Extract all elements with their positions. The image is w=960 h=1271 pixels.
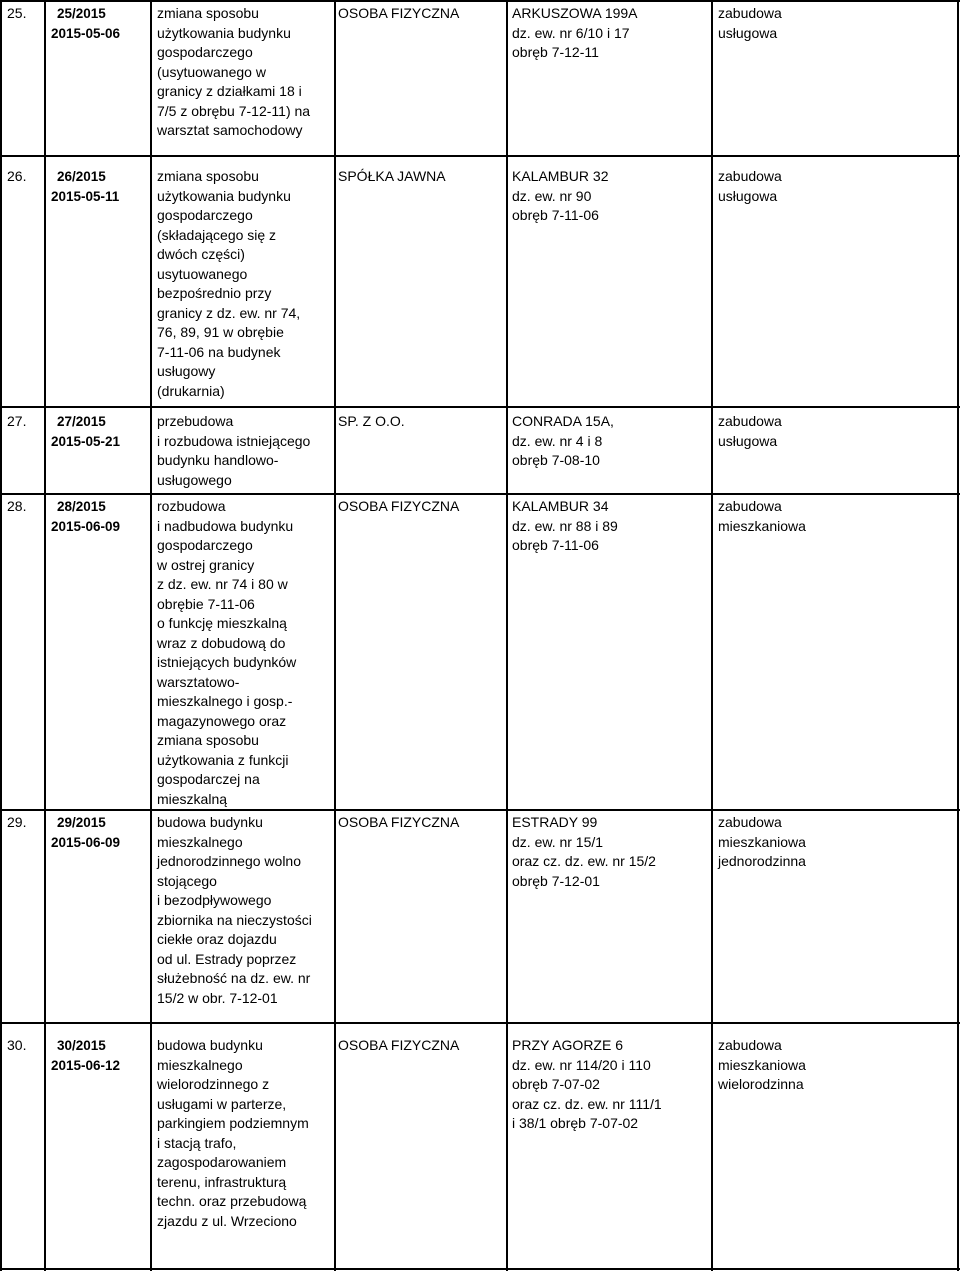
- description-line: usługowy: [157, 363, 216, 379]
- location-line: oraz cz. dz. ew. nr 111/1: [512, 1095, 662, 1112]
- description-line: budowa budynku: [157, 814, 263, 830]
- decision-number: [50, 167, 145, 206]
- location: [512, 4, 638, 63]
- development-type: [718, 4, 782, 43]
- description-line: 7/5 z obrębu 7-12-11) na: [157, 102, 311, 119]
- row-divider: [0, 0, 960, 2]
- description-line: (usytuowanego w: [157, 63, 266, 80]
- investor-line: SP. Z O.O.: [338, 413, 405, 429]
- location: [512, 412, 614, 471]
- description-line: z dz. ew. nr 74 i 80 w: [157, 576, 288, 592]
- description-line: i stacją trafo,: [157, 1134, 237, 1151]
- development-type-line: usługowa: [718, 187, 778, 204]
- column-divider: [957, 1022, 959, 1271]
- investor: [338, 813, 459, 833]
- location-line: dz. ew. nr 4 i 8: [512, 432, 603, 449]
- description-line: gospodarczego: [157, 207, 253, 223]
- description-line: techn. oraz przebudową: [157, 1193, 307, 1209]
- decision-id: 30/2015: [57, 1038, 106, 1053]
- investor-line: OSOBA FIZYCZNA: [338, 1037, 460, 1053]
- location-line: obręb 7-11-06: [512, 207, 599, 223]
- development-type-line: zabudowa: [718, 413, 782, 429]
- description-line: (drukarnia): [157, 382, 225, 399]
- description-line: w ostrej granicy: [157, 556, 255, 573]
- column-divider: [150, 0, 152, 1022]
- development-type: [718, 167, 782, 206]
- description-line: 7-11-06 na budynek: [157, 343, 281, 360]
- location-line: i 38/1 obręb 7-07-02: [512, 1115, 639, 1131]
- location-line: ARKUSZOWA 199A: [512, 5, 638, 21]
- column-divider: [711, 0, 713, 1022]
- description: [157, 813, 312, 1008]
- decision-date: 2015-06-09: [51, 834, 121, 850]
- development-type: [718, 412, 782, 451]
- investor: [338, 4, 459, 24]
- description-line: zmiana sposobu: [157, 732, 259, 748]
- decision-date: 2015-06-09: [51, 518, 121, 534]
- description-line: użytkowania budynku: [157, 24, 291, 41]
- decision-id: 26/2015: [57, 169, 106, 184]
- description-line: rozbudowa: [157, 498, 226, 514]
- description-line: o funkcję mieszkalną: [157, 615, 287, 631]
- row-number: 25.: [7, 5, 27, 21]
- column-divider: [44, 0, 46, 1022]
- description-line: mieszkalną: [157, 790, 228, 807]
- description-line: mieszkalnego i gosp.-: [157, 693, 293, 709]
- description-line: warsztat samochodowy: [157, 122, 303, 138]
- investor: [338, 167, 446, 187]
- column-divider: [957, 0, 959, 1022]
- decision-number: [50, 813, 145, 852]
- development-type-line: zabudowa: [718, 814, 782, 830]
- location-line: dz. ew. nr 90: [512, 187, 592, 204]
- description-line: usługowego: [157, 471, 232, 488]
- column-divider: [506, 0, 508, 1022]
- column-divider: [334, 1022, 336, 1271]
- description-line: mieszkalnego: [157, 1056, 243, 1073]
- investor: [338, 497, 459, 517]
- description-line: 15/2 w obr. 7-12-01: [157, 989, 278, 1006]
- location: [512, 813, 656, 891]
- decision-id: 27/2015: [57, 414, 106, 429]
- column-divider: [506, 1022, 508, 1271]
- description-line: usytuowanego: [157, 265, 248, 282]
- description-line: użytkowania budynku: [157, 187, 291, 204]
- location: [512, 167, 608, 226]
- description-line: gospodarczej na: [157, 771, 260, 787]
- decision-number: [50, 4, 145, 43]
- development-type: [718, 497, 806, 536]
- location-line: dz. ew. nr 114/20 i 110: [512, 1056, 651, 1073]
- description-line: obrębie 7-11-06: [157, 595, 255, 612]
- description-line: 76, 89, 91 w obrębie: [157, 324, 284, 340]
- description-line: i rozbudowa istniejącego: [157, 432, 311, 449]
- development-type-line: zabudowa: [718, 498, 782, 514]
- row-number: 27.: [7, 413, 27, 429]
- investor-line: OSOBA FIZYCZNA: [338, 814, 460, 830]
- description-line: gospodarczego: [157, 44, 253, 60]
- decision-date: 2015-06-12: [51, 1057, 121, 1073]
- decision-number: [50, 1036, 145, 1075]
- development-type-line: usługowa: [718, 432, 778, 449]
- description-line: terenu, infrastrukturą: [157, 1173, 287, 1190]
- description-line: warsztatowo-: [157, 673, 240, 690]
- row-divider: [0, 155, 960, 157]
- row-number: 30.: [7, 1037, 27, 1053]
- description-line: wraz z dobudową do: [157, 634, 286, 651]
- description-line: dwóch części): [157, 246, 245, 262]
- location-line: KALAMBUR 34: [512, 498, 609, 514]
- column-divider: [711, 1022, 713, 1271]
- location-line: CONRADA 15A,: [512, 413, 614, 429]
- column-divider: [150, 1022, 152, 1271]
- description-line: zmiana sposobu: [157, 5, 259, 21]
- description-line: istniejących budynków: [157, 654, 297, 670]
- investor-line: SPÓŁKA JAWNA: [338, 168, 446, 184]
- decision-id: 28/2015: [57, 499, 106, 514]
- development-type: [718, 1036, 806, 1095]
- decision-number: [50, 412, 145, 451]
- development-type-line: mieszkaniowa: [718, 833, 806, 850]
- row-divider: [0, 406, 960, 408]
- column-divider: [334, 0, 336, 1022]
- development-type-line: mieszkaniowa: [718, 517, 806, 534]
- description-line: budowa budynku: [157, 1037, 263, 1053]
- location-line: obręb 7-12-01: [512, 872, 600, 889]
- investor-line: OSOBA FIZYCZNA: [338, 5, 460, 21]
- development-type-line: mieszkaniowa: [718, 1056, 806, 1073]
- decision-id: 29/2015: [57, 815, 106, 830]
- description-line: służebność na dz. ew. nr: [157, 970, 311, 986]
- development-type-line: zabudowa: [718, 1037, 782, 1053]
- description-line: przebudowa: [157, 413, 234, 429]
- location: [512, 497, 618, 556]
- development-type-line: jednorodzinna: [718, 853, 806, 869]
- description-line: ciekłe oraz dojazdu: [157, 931, 277, 947]
- location-line: obręb 7-12-11: [512, 44, 599, 60]
- row-divider: [0, 1268, 960, 1270]
- development-type: [718, 813, 806, 872]
- development-type-line: usługowa: [718, 24, 778, 41]
- description-line: granicy z dz. ew. nr 74,: [157, 304, 301, 321]
- location: [512, 1036, 662, 1134]
- description: [157, 412, 310, 490]
- location-line: obręb 7-08-10: [512, 452, 600, 468]
- investor-line: OSOBA FIZYCZNA: [338, 498, 460, 514]
- description-line: jednorodzinnego wolno: [157, 853, 301, 869]
- decision-date: 2015-05-21: [51, 433, 121, 449]
- column-divider: [0, 0, 2, 1022]
- description-line: granicy z działkami 18 i: [157, 83, 302, 99]
- description-line: budynku handlowo-: [157, 452, 279, 468]
- investor: [338, 412, 405, 432]
- description-line: mieszkalnego: [157, 833, 243, 850]
- location-line: obręb 7-11-06: [512, 537, 599, 553]
- description: [157, 4, 310, 141]
- location-line: dz. ew. nr 15/1: [512, 833, 604, 850]
- row-divider: [0, 493, 960, 495]
- decision-date: 2015-05-06: [51, 25, 121, 41]
- description-line: zbiornika na nieczystości: [157, 911, 312, 928]
- description: [157, 167, 300, 401]
- description: [157, 1036, 309, 1231]
- development-type-line: zabudowa: [718, 168, 782, 184]
- location-line: PRZY AGORZE 6: [512, 1037, 623, 1053]
- investor: [338, 1036, 459, 1056]
- location-line: dz. ew. nr 88 i 89: [512, 517, 618, 534]
- location-line: obręb 7-07-02: [512, 1076, 600, 1092]
- location-line: ESTRADY 99: [512, 814, 598, 830]
- row-number: 29.: [7, 814, 27, 830]
- description-line: parkingiem podziemnym: [157, 1115, 309, 1131]
- location-line: KALAMBUR 32: [512, 168, 609, 184]
- development-type-line: zabudowa: [718, 5, 782, 21]
- description-line: zjazdu z ul. Wrzeciono: [157, 1212, 297, 1229]
- column-divider: [0, 1022, 2, 1271]
- description-line: zmiana sposobu: [157, 168, 259, 184]
- row-number: 28.: [7, 498, 27, 514]
- development-type-line: wielorodzinna: [718, 1076, 804, 1092]
- location-line: dz. ew. nr 6/10 i 17: [512, 24, 630, 41]
- decision-id: 25/2015: [57, 6, 106, 21]
- description-line: od ul. Estrady poprzez: [157, 950, 297, 967]
- description-line: usługami w parterze,: [157, 1095, 287, 1112]
- description-line: zagospodarowaniem: [157, 1154, 287, 1170]
- description-line: magazynowego oraz: [157, 712, 287, 729]
- row-divider: [0, 1022, 960, 1024]
- description-line: stojącego: [157, 872, 217, 889]
- description-line: użytkowania z funkcji: [157, 751, 289, 768]
- description-line: bezpośrednio przy: [157, 285, 272, 301]
- description-line: gospodarczego: [157, 537, 253, 553]
- description: [157, 497, 296, 809]
- description-line: i nadbudowa budynku: [157, 517, 294, 534]
- location-line: oraz cz. dz. ew. nr 15/2: [512, 853, 656, 869]
- row-number: 26.: [7, 168, 27, 184]
- description-line: (składającego się z: [157, 226, 277, 243]
- description-line: wielorodzinnego z: [157, 1076, 270, 1092]
- description-line: i bezodpływowego: [157, 892, 272, 908]
- column-divider: [44, 1022, 46, 1271]
- decision-date: 2015-05-11: [51, 188, 120, 204]
- decision-number: [50, 497, 145, 536]
- row-divider: [0, 809, 960, 811]
